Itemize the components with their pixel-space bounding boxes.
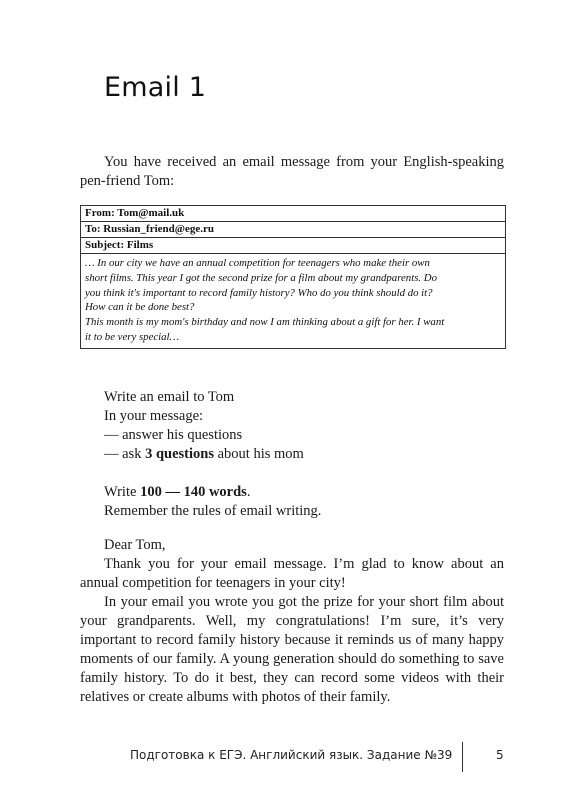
word-count-prefix: Write (104, 484, 141, 500)
letter (80, 536, 504, 707)
email-to: To: Russian_friend@ege.ru (81, 222, 505, 238)
page-title: Email 1 (104, 72, 207, 103)
word-count-bold: 100 — 140 words (140, 484, 247, 500)
email-body-line: How can it be done best? (85, 301, 195, 314)
word-count-suffix: . (246, 484, 251, 500)
email-body-line: it to be very special… (85, 330, 180, 343)
task-bullet (104, 445, 321, 464)
task-bullet: — answer his questions (104, 427, 243, 443)
task-line: In your message: (104, 408, 204, 424)
intro-text: You have received an email message from your English-speaking pen-friend Tom: (80, 154, 504, 189)
word-count-line (104, 483, 321, 502)
email-body-line: … In our city we have an annual competition for teenagers who make their own (85, 257, 430, 269)
letter-paragraph: Thank you for your email message. I’m glad to know about an annual competition for teenagers in your city! (80, 556, 504, 591)
footer-divider (462, 742, 463, 772)
task-line: Write an email to Tom (104, 389, 235, 405)
footer-text: Подготовка к ЕГЭ. Английский язык. Задание №39 (130, 748, 453, 762)
email-box (80, 205, 506, 349)
email-from: From: Tom@mail.uk (81, 206, 505, 222)
email-body (81, 254, 505, 348)
letter-greeting: Dear Tom, (104, 537, 166, 553)
task-bullet-suffix: about his mom (214, 446, 304, 462)
email-body-line: you think it's important to record family history? Who do you think should do it? (85, 286, 433, 299)
email-body-line: short films. This year I got the second prize for a film about my grandparents. Do (85, 271, 437, 284)
task-bullet-prefix: — ask (104, 446, 146, 462)
task-instructions (104, 388, 321, 521)
email-subject: Subject: Films (81, 238, 505, 254)
letter-paragraph: In your email you wrote you got the prize for your short film about your grandparents. Well, my congratulations! I’m sure, it’s very important to record family history because it reminds us of many happy moments of our family. A young generation should do something to save family history. To do it best, they can record some videos with their relatives or create albums with photos of their family. (80, 594, 504, 705)
page-number: 5 (496, 748, 504, 762)
email-body-line: This month is my mom's birthday and now I am thinking about a gift for her. I want (85, 316, 445, 329)
rules-line: Remember the rules of email writing. (104, 503, 322, 519)
task-bullet-bold: 3 questions (145, 446, 214, 462)
